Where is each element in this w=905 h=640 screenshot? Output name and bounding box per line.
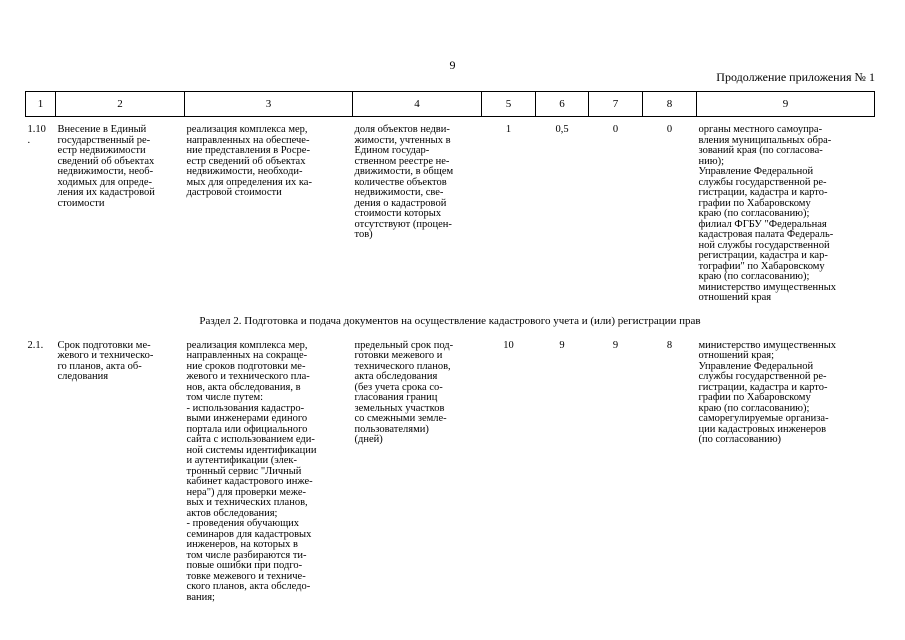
text-line: товке межевого и техниче- (186, 570, 306, 582)
header-cell: 9 (697, 92, 875, 117)
text-line: вых и технических планов, (186, 497, 308, 508)
text-line: Управление Федеральной (698, 360, 814, 372)
text-line: пользователями) (354, 423, 429, 435)
text-line: недвижимости, необ- (57, 166, 154, 177)
text-line: нию); (698, 155, 724, 167)
row-code (26, 333, 56, 605)
header-cell: 3 (185, 92, 353, 117)
text-line: регистрации, кадастра и кар- (698, 250, 828, 261)
row-executors (697, 333, 875, 605)
text-line: нов, акта обследования, в (186, 381, 301, 393)
text-line: сайта с использованием еди- (186, 434, 315, 445)
text-line: земельных участков (354, 402, 445, 414)
text-line: жимости, учтенных в (354, 134, 451, 146)
text-line: ние сроков подготовки ме- (186, 360, 306, 372)
text-line: ского планов, акта обследо- (186, 581, 311, 592)
text-line: гласования границ (354, 392, 438, 403)
text-line: акта обследования (354, 371, 438, 382)
text-line: движимости, в общем (354, 166, 454, 177)
text-line: нера") для проверки меже- (186, 486, 306, 498)
header-cell: 7 (589, 92, 643, 117)
text-line: сведений об объектах (57, 155, 155, 167)
text-line: ции кадастровых инженеров (698, 423, 827, 435)
row-value-col8: 8 (666, 339, 673, 351)
text-line: отношений края; (698, 350, 775, 361)
text-line: вления муниципальных обра- (698, 134, 832, 146)
text-line: графии по Хабаровскому (698, 392, 811, 403)
text-line: - проведения обучающих (186, 518, 300, 529)
text-line: ходимых для опреде- (57, 176, 153, 188)
row-indicator (353, 333, 482, 605)
text-line: вания; (186, 591, 215, 603)
section-heading-row (26, 305, 875, 333)
text-line: реализация комплекса мер, (186, 339, 308, 351)
text-line: государственный ре- (57, 134, 151, 146)
text-line: тронный сервис "Личный (186, 465, 302, 477)
row-name (56, 333, 185, 605)
row-value-col6: 0,5 (555, 124, 569, 135)
text-line: жевого и техническо- (57, 350, 154, 361)
row-value-col7: 9 (612, 339, 619, 351)
text-line: дения о кадастровой (354, 197, 447, 209)
text-line: отсутствуют (процен- (354, 218, 452, 230)
text-line: мых для определения их ка- (186, 176, 312, 188)
text-line: стоимости (57, 197, 105, 209)
text-line: Едином государ- (354, 145, 430, 156)
text-line: краю (по согласованию); (698, 208, 810, 219)
text-line: (без учета срока со- (354, 381, 443, 393)
text-line: Срок подготовки ме- (57, 339, 151, 351)
header-cell: 1 (26, 92, 56, 117)
text-line: технического планов, (354, 360, 451, 372)
text-line: филиал ФГБУ "Федеральная (698, 218, 827, 230)
text-line: гистрации, кадастра и карто- (698, 187, 828, 198)
row-indicator (353, 117, 482, 305)
text-line: службы государственной ре- (698, 371, 827, 382)
text-line: реализация комплекса мер, (186, 124, 308, 135)
header-cell: 6 (536, 92, 589, 117)
text-line: готовки межевого и (354, 350, 443, 361)
text-line: го планов, акта об- (57, 360, 142, 372)
text-line: повые ошибки при подго- (186, 560, 303, 571)
text-line: Управление Федеральной (698, 166, 814, 177)
text-line: 2.1. (27, 339, 44, 351)
text-line: Внесение в Единый (57, 124, 147, 135)
text-line: органы местного самоупра- (698, 124, 823, 135)
text-line: министерство имущественных (698, 339, 837, 351)
section-2-title: Раздел 2. Подготовка и подача документов на осуществление кадастрового учета и (или) регистрации прав (199, 314, 701, 327)
text-line: ной службы государственной (698, 239, 830, 251)
row-measures (185, 333, 353, 605)
table-row (26, 333, 875, 605)
text-line: актов обследования; (186, 507, 278, 519)
text-line: направленных на сокраще- (186, 350, 308, 361)
header-cell: 5 (482, 92, 536, 117)
text-line: семинаров для кадастровых (186, 528, 312, 540)
text-line: инженеров, на которых в (186, 539, 298, 550)
appendix-continuation-label: Продолжение приложения № 1 (716, 70, 875, 84)
text-line: краю (по согласованию); (698, 402, 810, 414)
program-table (25, 91, 875, 604)
text-line: выми инженерами единого (186, 413, 308, 424)
text-line: кабинет кадастрового инже- (186, 476, 313, 487)
row-measures (185, 117, 353, 305)
page-number: 9 (449, 58, 456, 72)
text-line: предельный срок под- (354, 339, 454, 351)
text-line: ние представления в Росре- (186, 145, 310, 156)
text-line: (дней) (354, 434, 383, 445)
text-line: со смежными земле- (354, 413, 447, 424)
text-line: . (27, 134, 31, 146)
text-line: недвижимости, све- (354, 187, 444, 198)
text-line: следования (57, 371, 109, 382)
row-value-col7: 0 (612, 124, 619, 135)
text-line: кадастровая палата Федераль- (698, 229, 834, 240)
row-value-col5: 10 (503, 339, 514, 351)
text-line: доля объектов недви- (354, 124, 450, 135)
text-line: ной системы идентификации (186, 444, 317, 456)
text-line: и аутентификации (элек- (186, 455, 298, 466)
text-line: портала или официального (186, 423, 308, 435)
text-line: тов) (354, 229, 373, 240)
text-line: отношений края (698, 292, 772, 303)
text-line: недвижимости, необходи- (186, 166, 303, 177)
text-line: том числе разбираются ти- (186, 549, 307, 561)
header-cell: 2 (56, 92, 185, 117)
row-value-col6: 9 (559, 339, 565, 351)
text-line: естр сведений об объектах (186, 155, 306, 167)
text-line: количестве объектов (354, 176, 447, 188)
text-line: естр недвижимости (57, 145, 146, 156)
text-line: зований края (по согласова- (698, 145, 823, 156)
text-line: направленных на обеспече- (186, 134, 310, 146)
header-cell: 8 (643, 92, 697, 117)
text-line: стоимости которых (354, 208, 442, 219)
row-value-col8: 0 (666, 124, 673, 135)
text-line: 1.10 (27, 124, 46, 135)
text-line: жевого и технического пла- (186, 371, 310, 382)
row-name (56, 117, 185, 305)
text-line: (по согласованию) (698, 434, 782, 445)
text-line: тографии" по Хабаровскому (698, 260, 825, 272)
text-line: том числе путем: (186, 392, 264, 403)
row-executors (697, 117, 875, 305)
text-line: ственном реестре не- (354, 155, 450, 167)
text-line: дастровой стоимости (186, 187, 282, 198)
row-code (26, 117, 56, 305)
text-line: министерство имущественных (698, 281, 837, 293)
text-line: службы государственной ре- (698, 176, 827, 188)
table-row (26, 117, 875, 305)
table-header-row (26, 92, 875, 117)
text-line: краю (по согласованию); (698, 271, 810, 282)
text-line: гистрации, кадастра и карто- (698, 381, 828, 393)
text-line: графии по Хабаровскому (698, 197, 811, 209)
header-cell: 4 (353, 92, 482, 117)
row-value-col5: 1 (505, 124, 512, 135)
text-line: саморегулируемые организа- (698, 413, 829, 424)
text-line: - использования кадастро- (186, 402, 305, 414)
text-line: ления их кадастровой (57, 187, 155, 198)
